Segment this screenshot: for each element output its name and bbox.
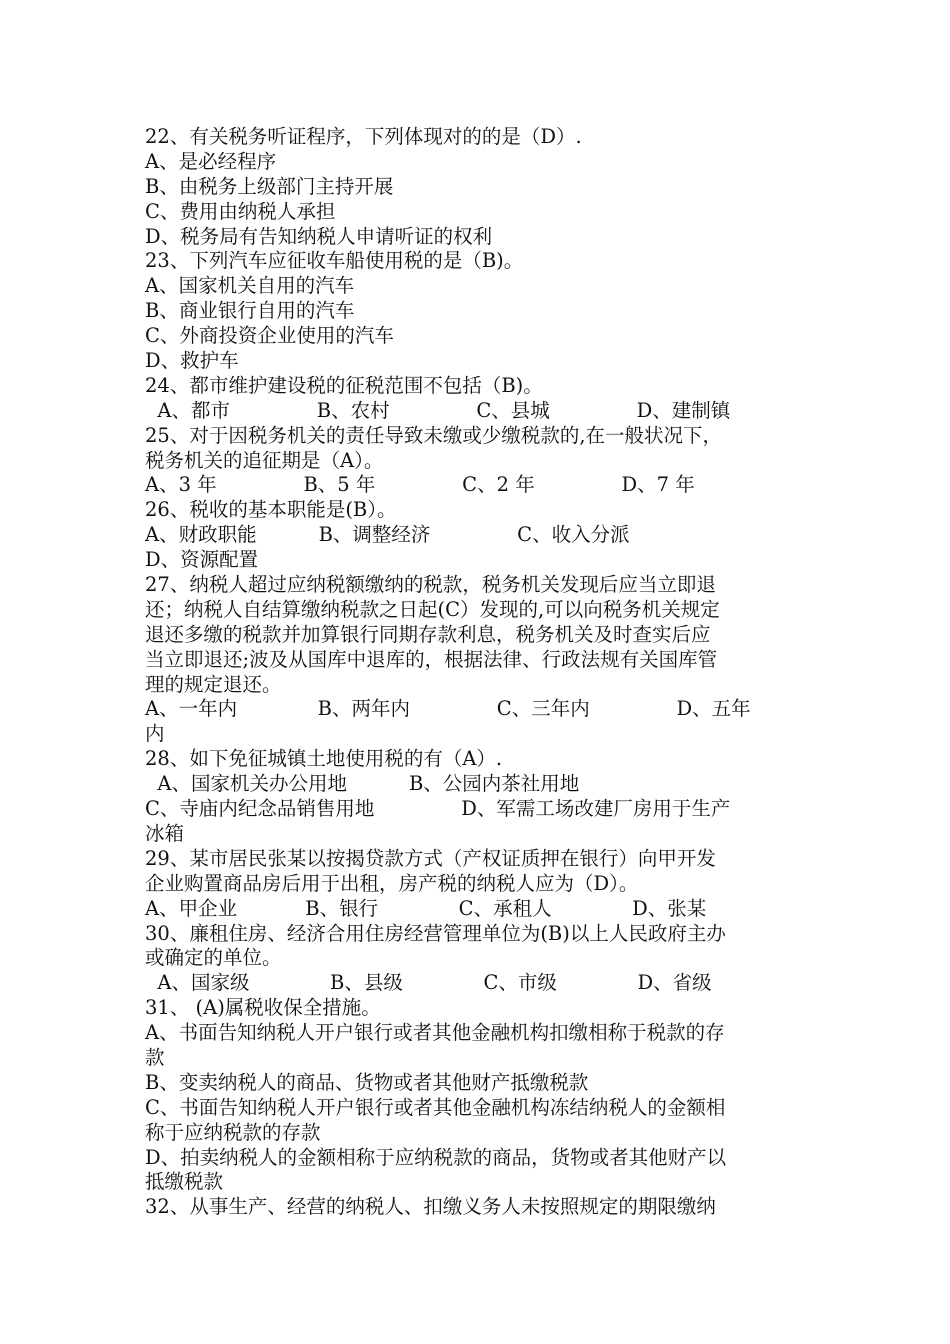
text-line: 27、纳税人超过应纳税额缴纳的税款，税务机关发现后应当立即退 xyxy=(145,573,716,597)
text-line: 32、从事生产、经营的纳税人、扣缴义务人未按照规定的期限缴纳 xyxy=(145,1195,716,1219)
text-line: 24、都市维护建设税的征税范围不包括（B)。 xyxy=(145,373,543,397)
text-line: A、是必经程序 xyxy=(145,149,277,173)
text-line: 款 xyxy=(145,1045,165,1069)
text-line: A、财政职能 B、调整经济 C、收入分派 xyxy=(145,523,630,547)
text-line: C、外商投资企业使用的汽车 xyxy=(145,324,394,348)
text-line: A、都市 B、农村 C、县城 D、建制镇 xyxy=(145,398,731,422)
text-line: A、国家级 B、县级 C、市级 D、省级 xyxy=(145,971,712,995)
text-line: 还；纳税人自结算缴纳税款之日起(C）发现的,可以向税务机关规定 xyxy=(145,597,720,621)
text-line: 22、有关税务听证程序，下列体现对的的是（D）. xyxy=(145,125,582,148)
text-line: B、商业银行自用的汽车 xyxy=(145,299,355,323)
text-line: C、费用由纳税人承担 xyxy=(145,199,336,223)
text-line: 25、对于因税务机关的责任导致未缴或少缴税款的,在一般状况下， xyxy=(145,423,723,447)
text-line: 26、税收的基本职能是(B）。 xyxy=(145,498,397,522)
text-line: C、书面告知纳税人开户银行或者其他金融机构冻结纳税人的金额相 xyxy=(145,1095,726,1119)
text-line: A、甲企业 B、银行 C、承租人 D、张某 xyxy=(145,896,707,920)
text-line: 冰箱 xyxy=(145,821,185,845)
text-line: 30、廉租住房、经济合用住房经营管理单位为(B)以上人民政府主办 xyxy=(145,921,726,945)
text-line: 退还多缴的税款并加算银行同期存款利息，税务机关及时查实后应 xyxy=(145,622,711,646)
text-line: 企业购置商品房后用于出租，房产税的纳税人应为（D）。 xyxy=(145,871,639,895)
text-line: 理的规定退还。 xyxy=(145,672,282,696)
text-line: D、救护车 xyxy=(145,349,239,373)
text-line: 28、如下免征城镇土地使用税的有（A）. xyxy=(145,747,503,771)
text-line: 税务机关的追征期是（A）。 xyxy=(145,448,384,472)
document-body xyxy=(145,125,810,1220)
text-line: A、国家机关办公用地 B、公园内茶社用地 xyxy=(145,772,580,796)
text-line: 23、下列汽车应征收车船使用税的是（B)。 xyxy=(145,249,524,273)
text-line: A、3 年 B、5 年 C、2 年 D、7 年 xyxy=(145,473,695,497)
text-line: A、一年内 B、两年内 C、三年内 D、五年 xyxy=(145,697,751,721)
text-line: B、变卖纳税人的商品、货物或者其他财产抵缴税款 xyxy=(145,1070,589,1094)
text-line: 称于应纳税款的存款 xyxy=(145,1120,321,1144)
text-line: B、由税务上级部门主持开展 xyxy=(145,174,394,198)
text-line: 当立即退还;波及从国库中退库的，根据法律、行政法规有关国库管 xyxy=(145,647,718,671)
text-line: D、税务局有告知纳税人申请听证的权利 xyxy=(145,224,493,248)
text-line: 31、 (A)属税收保全措施。 xyxy=(145,996,381,1020)
text-line: D、拍卖纳税人的金额相称于应纳税款的商品，货物或者其他财产以 xyxy=(145,1145,727,1169)
text-line: D、资源配置 xyxy=(145,548,259,572)
text-line: 29、某市居民张某以按揭贷款方式（产权证质押在银行）向甲开发 xyxy=(145,846,716,870)
text-line: 抵缴税款 xyxy=(145,1170,224,1194)
text-line: C、寺庙内纪念品销售用地 D、军需工场改建厂房用于生产 xyxy=(145,797,731,821)
text-line: 或确定的单位。 xyxy=(145,946,282,970)
text-line: 内 xyxy=(145,722,165,746)
text-line: A、书面告知纳税人开户银行或者其他金融机构扣缴相称于税款的存 xyxy=(145,1021,725,1045)
text-line: A、国家机关自用的汽车 xyxy=(145,274,355,298)
